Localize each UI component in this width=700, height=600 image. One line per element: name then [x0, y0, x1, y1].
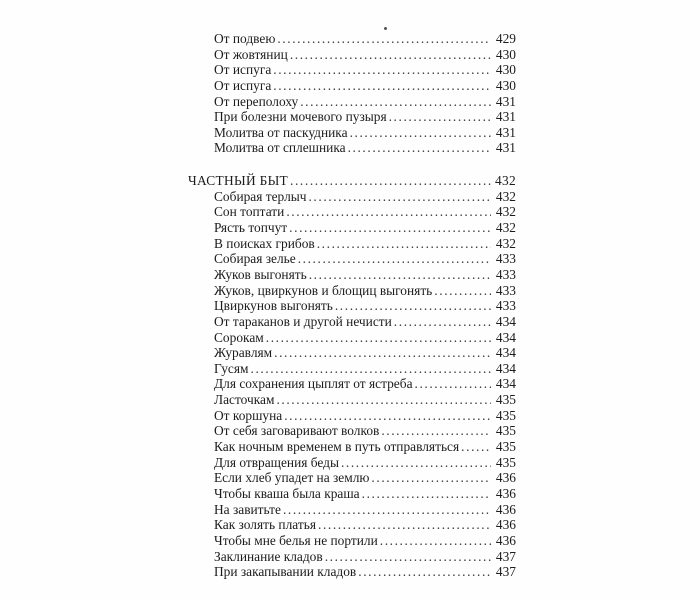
leader-dots: [308, 189, 491, 205]
leader-dots: [298, 251, 491, 267]
toc-entry-page: 436: [495, 470, 516, 486]
toc-entry[interactable]: [188, 330, 516, 346]
leader-dots: [415, 376, 491, 392]
toc-entry[interactable]: [188, 109, 516, 125]
toc-entry-title: От переполоху: [214, 93, 299, 109]
toc-entry-page: 434: [495, 376, 516, 392]
toc-entry-page: 434: [495, 345, 516, 361]
toc-entry[interactable]: [188, 361, 516, 377]
toc-entry-title: Сорокам: [214, 329, 264, 345]
section-gap: [188, 156, 516, 173]
toc-entry-title: Молитва от паскудника: [214, 124, 348, 140]
toc-entry[interactable]: [188, 423, 516, 439]
toc-entry-title: При болезни мочевого пузыря: [214, 109, 387, 125]
toc-entry[interactable]: [188, 220, 516, 236]
toc-entry-page: 436: [495, 532, 516, 548]
leader-dots: [394, 314, 491, 330]
toc-entry-title: От себя заговаривают волков: [214, 423, 380, 439]
toc-entry[interactable]: [188, 564, 516, 580]
toc-entry-title: Жуков, цвиркунов и блощиц выгонять: [214, 282, 433, 298]
leader-dots: [276, 392, 491, 408]
leader-dots: [318, 517, 491, 533]
section-page: 432: [495, 173, 516, 189]
toc-entry[interactable]: [188, 517, 516, 533]
toc-entry-page: 429: [495, 31, 516, 46]
toc-entry[interactable]: [188, 189, 516, 205]
toc-entry-page: 436: [495, 485, 516, 501]
toc-entry-page: 432: [495, 235, 516, 251]
toc-entry[interactable]: [188, 94, 516, 110]
toc-entry[interactable]: [188, 204, 516, 220]
leader-dots: [350, 125, 491, 141]
toc-entry-title: Как ночным временем в путь отправляться: [214, 439, 460, 455]
leader-dots: [283, 502, 491, 518]
toc-entry[interactable]: [188, 62, 516, 78]
toc-entry-title: Собирая терлыч: [214, 188, 307, 204]
toc-entry-page: 430: [495, 77, 516, 93]
leader-dots: [289, 220, 491, 236]
toc-entry[interactable]: [188, 392, 516, 408]
toc-entry-title: От испуга: [214, 62, 272, 78]
toc-entry[interactable]: [188, 267, 516, 283]
toc-entry-title: От тараканов и другой нечисти: [214, 313, 392, 329]
toc-entry-page: 436: [495, 517, 516, 533]
toc-entry[interactable]: [188, 140, 516, 156]
toc-entry-page: 436: [495, 501, 516, 517]
toc-entry[interactable]: [188, 408, 516, 424]
leader-dots: [286, 204, 491, 220]
leader-dots: [434, 283, 491, 299]
toc-entry-title: Для сохранения цыплят от ястреба: [214, 376, 413, 392]
toc-entry-title: Сон топтати: [214, 204, 285, 220]
toc-entry[interactable]: [188, 376, 516, 392]
toc-entry-page: 435: [495, 392, 516, 408]
toc-entry[interactable]: [188, 345, 516, 361]
toc-entry-page: 435: [495, 454, 516, 470]
toc-entry-page: 435: [495, 407, 516, 423]
leader-dots: [461, 439, 491, 455]
toc-entry-title: От жовтяниц: [214, 46, 288, 62]
toc-entry-page: 430: [495, 46, 516, 62]
toc-entry-page: 431: [495, 124, 516, 140]
toc-entry-title: Гусям: [214, 360, 249, 376]
toc-entry-title: Собирая зелье: [214, 251, 296, 267]
leader-dots: [300, 94, 491, 110]
leader-dots: [251, 361, 491, 377]
ink-dot: [384, 27, 387, 30]
toc-entry-page: 433: [495, 251, 516, 267]
toc-entry[interactable]: [188, 236, 516, 252]
toc-entry-page: 433: [495, 282, 516, 298]
toc-entry-page: 432: [495, 188, 516, 204]
toc-entry-page: 435: [495, 439, 516, 455]
leader-dots: [341, 455, 491, 471]
toc-entry-page: 434: [495, 360, 516, 376]
toc-entry[interactable]: [188, 283, 516, 299]
toc-entry-title: Ласточкам: [214, 392, 275, 408]
toc-entry-page: 437: [495, 564, 516, 580]
leader-dots: [381, 423, 491, 439]
toc-entry[interactable]: [188, 314, 516, 330]
leader-dots: [266, 330, 491, 346]
toc-entry-page: 432: [495, 220, 516, 236]
toc-entry-page: 431: [495, 140, 516, 156]
toc-entry-page: 433: [495, 266, 516, 282]
toc-entry-page: 434: [495, 329, 516, 345]
leader-dots: [290, 47, 491, 63]
toc-entry-page: 437: [495, 548, 516, 564]
toc-entry-title: Для отвращения беды: [214, 454, 339, 470]
toc-entry-title: Цвиркунов выгонять: [214, 298, 333, 314]
toc-entry-title: Чтобы кваша была краша: [214, 485, 360, 501]
toc-entry-title: Заклинание кладов: [214, 548, 323, 564]
toc-entry-title: В поисках грибов: [214, 235, 315, 251]
leader-dots: [277, 31, 491, 47]
toc-entry-page: 430: [495, 62, 516, 78]
toc-entry[interactable]: [188, 533, 516, 549]
leader-dots: [335, 298, 491, 314]
toc-entry-title: На завитьте: [214, 501, 281, 517]
leader-dots: [348, 140, 491, 156]
toc-entry-title: От коршуна: [214, 407, 283, 423]
toc-entry-title: Жуков выгонять: [214, 266, 307, 282]
toc-entry-page: 431: [495, 93, 516, 109]
toc-entry[interactable]: [188, 31, 516, 47]
toc-entry-title: Чтобы мне белья не портили: [214, 532, 378, 548]
table-of-contents: [188, 31, 516, 580]
leader-dots: [358, 564, 491, 580]
toc-entry-title: От испуга: [214, 77, 272, 93]
toc-section-heading[interactable]: [188, 173, 516, 189]
toc-entry-title: Если хлеб упадет на землю: [214, 470, 370, 486]
leader-dots: [371, 470, 491, 486]
toc-entry-page: 432: [495, 204, 516, 220]
leader-dots: [309, 267, 491, 283]
leader-dots: [380, 533, 491, 549]
leader-dots: [274, 345, 491, 361]
toc-entry-title: Журавлям: [214, 345, 273, 361]
toc-entry-page: 431: [495, 109, 516, 125]
toc-entry-title: Молитва от сплешника: [214, 140, 346, 156]
toc-entry-title: От подвею: [214, 31, 276, 46]
leader-dots: [290, 173, 491, 189]
toc-entry[interactable]: [188, 455, 516, 471]
toc-entry[interactable]: [188, 78, 516, 94]
toc-entry[interactable]: [188, 486, 516, 502]
toc-entry[interactable]: [188, 470, 516, 486]
toc-entry-title: Рясть топчут: [214, 220, 288, 236]
toc-entry[interactable]: [188, 502, 516, 518]
toc-entry-page: 433: [495, 298, 516, 314]
toc-entry-title: При закапывании кладов: [214, 564, 357, 580]
toc-entry-page: 435: [495, 423, 516, 439]
leader-dots: [284, 408, 491, 424]
toc-entry[interactable]: [188, 125, 516, 141]
section-title: ЧАСТНЫЙ БЫТ: [188, 173, 289, 189]
leader-dots: [389, 109, 491, 125]
toc-entry-page: 434: [495, 313, 516, 329]
toc-entry-title: Как золять платья: [214, 517, 316, 533]
leader-dots: [273, 62, 491, 78]
leader-dots: [362, 486, 491, 502]
toc-entry[interactable]: [188, 439, 516, 455]
leader-dots: [273, 78, 491, 94]
toc-entry[interactable]: [188, 298, 516, 314]
leader-dots: [325, 549, 491, 565]
toc-entry[interactable]: [188, 251, 516, 267]
toc-entry[interactable]: [188, 47, 516, 63]
leader-dots: [317, 236, 491, 252]
toc-entry[interactable]: [188, 549, 516, 565]
